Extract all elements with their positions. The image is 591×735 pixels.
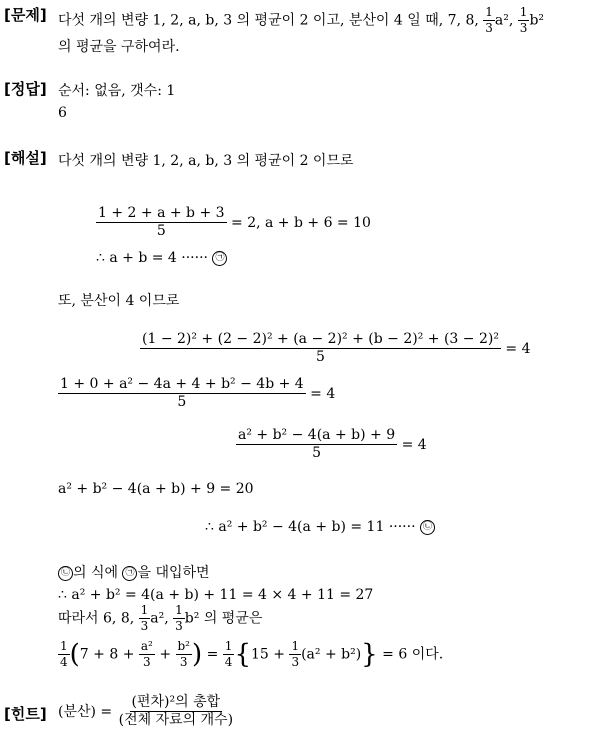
equation-3: $\frac{\text{(1 − 2)² + (2 − 2)² + (a − 2)² + (b − 2)² + (3 − 2)²}}{5}$ = 4: [142, 331, 531, 366]
solution-also: 또, 분산이 4 이므로: [58, 293, 180, 309]
therefore-frac-a: $\frac{1}{3}$: [140, 603, 149, 634]
hint-formula: (분산) = $\frac{\text{(편차)²의 총합}}{\text{(전체 자료의 개수)}}$: [58, 694, 234, 729]
mark-giyeok-icon-2: ㉠: [122, 566, 137, 581]
mark-nieun-icon-2: ㉡: [58, 566, 73, 581]
problem-line1: 다섯 개의 변량 1, 2, a, b, 3 의 평균이 2 이고, 분산이 4 일 때, 7, 8,: [58, 12, 479, 29]
therefore-line: 따라서 6, 8, $\frac{1}{3}$ a², $\frac{1}{3}$ b² 의 평균은: [58, 603, 263, 634]
equation-7: ∴ a² + b² − 4(a + b) = 11 ······ ㉡: [205, 519, 435, 535]
mark-nieun-icon: ㉡: [420, 520, 435, 535]
solution-tag: [해설]: [4, 149, 47, 167]
hint-fraction: $\frac{\text{(편차)²의 총합}}{\text{(전체 자료의 개수)}}$: [118, 694, 234, 729]
answer-line1: 순서: 없음, 갯수: 1: [58, 83, 176, 99]
eq3-fraction: $\frac{\text{(1 − 2)² + (2 − 2)² + (a − 2)² + (b − 2)² + (3 − 2)²}}{5}$: [142, 331, 499, 366]
eq1-fraction: $\frac{1 + 2 + a + b + 3}{5}$: [98, 205, 225, 240]
final-equation: $\frac{1}{4}$ (7 + 8 + $\frac{\text{a²}}{3}$ + $\frac{\text{b²}}{3}$ ) = $\frac{1}{4}$ {15 + $\frac{1}{3}$ (a² + b²)} = 6 이다.: [60, 639, 444, 670]
mark-giyeok-icon: ㉠: [212, 251, 227, 266]
problem-text: 다섯 개의 변량 1, 2, a, b, 3 의 평균이 2 이고, 분산이 4 일 때, 7, 8, $\frac{1}{3}$ a², $\frac{1}{3}$ b²: [58, 5, 545, 36]
therefore-frac-b: $\frac{1}{3}$: [175, 603, 183, 634]
problem-tag: [문제]: [4, 6, 47, 24]
substitution-line: ㉡ 의 식에 ㉠ 을 대입하면: [58, 562, 210, 582]
solution-intro: 다섯 개의 변량 1, 2, a, b, 3 의 평균이 2 이므로: [58, 153, 354, 169]
answer-line2: 6: [58, 105, 67, 121]
problem-line2: 의 평균을 구하여라.: [58, 39, 180, 55]
equation-8: ∴ a² + b² = 4(a + b) + 11 = 4 × 4 + 11 = 27: [58, 587, 374, 603]
equation-4: $\frac{\text{1 + 0 + a² − 4a + 4 + b² − 4b + 4}}{5}$ = 4: [60, 376, 336, 411]
problem-frac-a: $\frac{1}{3}$: [485, 5, 493, 36]
equation-5: $\frac{\text{a² + b² − 4(a + b) + 9}}{5}$ = 4: [238, 427, 427, 462]
hint-tag: [힌트]: [4, 705, 47, 723]
problem-frac-b: $\frac{1}{3}$: [519, 5, 528, 36]
eq5-fraction: $\frac{\text{a² + b² − 4(a + b) + 9}}{5}$: [238, 427, 396, 462]
answer-tag: [정답]: [4, 80, 47, 98]
equation-1: $\frac{1 + 2 + a + b + 3}{5}$ = 2, a + b + 6 = 10: [98, 205, 371, 240]
equation-6: a² + b² − 4(a + b) + 9 = 20: [58, 481, 254, 497]
equation-2: ∴ a + b = 4 ······ ㉠: [96, 250, 227, 266]
eq4-fraction: $\frac{\text{1 + 0 + a² − 4a + 4 + b² − 4b + 4}}{5}$: [60, 376, 304, 411]
